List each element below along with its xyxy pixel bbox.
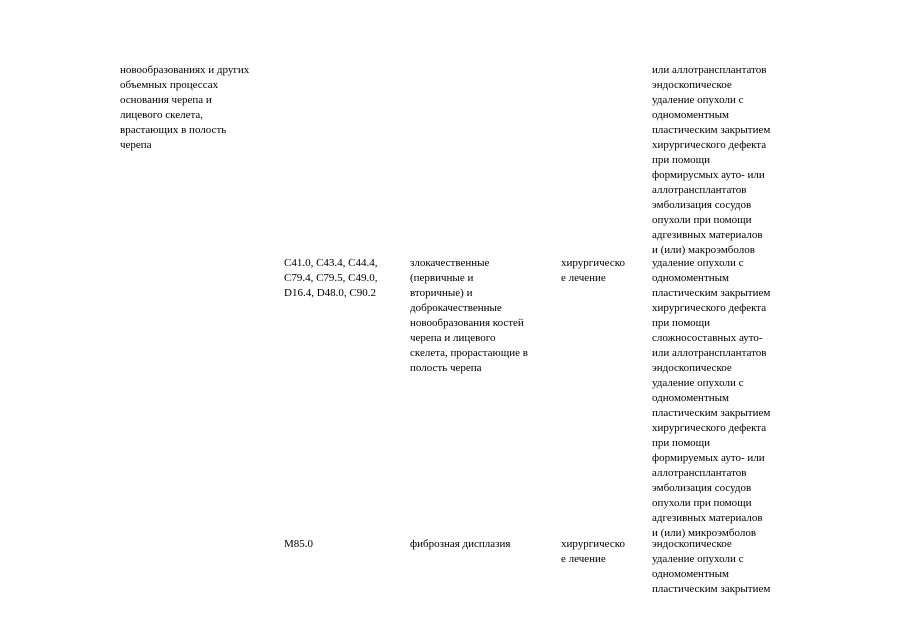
treatment-type-cell: хирургическо е лечение [561, 257, 625, 284]
icd-code-cell: C41.0, C43.4, C44.4, C79.4, C79.5, C49.0, D16.4, D48.0, C90.2 [284, 257, 378, 299]
treatment-method-cell: или аллотрансплантатов эндоскопическое удаление опухоли с одномоментным пластическим закрытием хирургического дефекта при помощи формирусмых ауто- или аллотрансплантатов эмболизация сосудов опухоли при помощи адгезивных материалов и (или) макроэмболов [652, 64, 771, 256]
patient-model-cell: фиброзная дисплазия [410, 538, 511, 550]
patient-model-cell: злокачественные (первичные и вторичные) и доброкачественные новообразования костей черепа и лицевого скелета, прорастающие в полость черепа [410, 257, 528, 374]
treatment-method-cell: удаление опухоли с одномоментным пластическим закрытием хирургического дефекта при помощи сложносоставных ауто- или аллотрансплантатов эндоскопическое удаление опухоли с одномоментным пластическим закрытием хирургического дефекта при помощи формируемых ауто- или аллотрансплантатов эмболизация сосудов опухоли при помощи адгезивных материалов и (или) микроэмболов [652, 257, 771, 539]
treatment-method-cell: эндоскопическое удаление опухоли с одномоментным пластическим закрытием [652, 538, 771, 595]
disease-name-cell: новообразованиях и других объемных процессах основания черепа и лицевого скелета, врастающих в полость черепа [120, 64, 250, 151]
treatment-type-cell: хирургическо е лечение [561, 538, 625, 565]
icd-code-cell: M85.0 [284, 538, 314, 550]
